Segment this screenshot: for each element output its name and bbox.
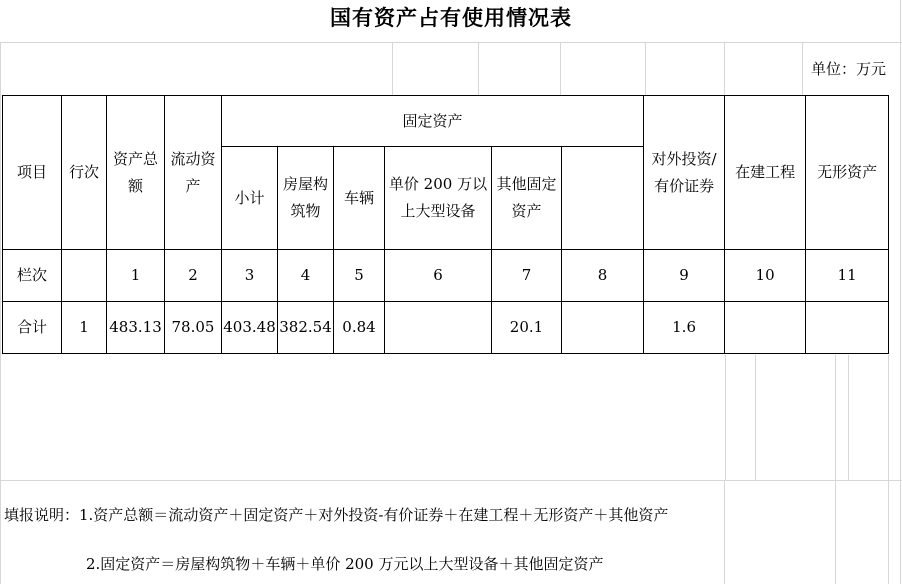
index-cell: 8 <box>562 250 644 302</box>
grid-line <box>835 480 836 584</box>
note-line-1: 填报说明：1.资产总额＝流动资产＋固定资产＋对外投资-有价证券＋在建工程＋无形资产＋其他资产 <box>4 506 669 524</box>
page-title: 国有资产占有使用情况表 <box>330 5 572 30</box>
header-row-no: 行次 <box>62 96 107 250</box>
grid-line <box>724 480 725 584</box>
grid-line <box>848 355 849 480</box>
header-item: 项目 <box>3 96 62 250</box>
header-fixed-assets: 固定资产 <box>222 96 644 147</box>
grid-line <box>392 42 393 95</box>
grid-line <box>645 42 646 95</box>
asset-table <box>2 95 889 354</box>
header-subtotal: 小计 <box>222 147 278 250</box>
header-current-assets: 流动资产 <box>165 96 222 250</box>
header-other-fixed: 其他固定资产 <box>492 147 562 250</box>
grid-line <box>755 355 756 480</box>
index-cell: 6 <box>385 250 492 302</box>
index-cell: 11 <box>806 250 889 302</box>
subtotal-value: 403.48 <box>222 302 278 354</box>
grid-line <box>724 42 725 95</box>
index-cell: 4 <box>278 250 334 302</box>
grid-line <box>478 42 479 95</box>
grid-line <box>0 42 1 584</box>
buildings-value: 382.54 <box>278 302 334 354</box>
index-cell: 3 <box>222 250 278 302</box>
header-vehicles: 车辆 <box>334 147 385 250</box>
grid-line <box>560 42 561 95</box>
grid-line <box>802 42 803 95</box>
grid-line <box>0 42 902 43</box>
index-cell: 2 <box>165 250 222 302</box>
equipment-value <box>385 302 492 354</box>
current-assets-value: 78.05 <box>165 302 222 354</box>
investment-value <box>562 302 644 354</box>
index-cell: 7 <box>492 250 562 302</box>
grid-line <box>888 355 889 584</box>
total-row-label: 合计 <box>3 302 62 354</box>
header-equipment: 单价 200 万以上大型设备 <box>385 147 492 250</box>
header-intangible: 无形资产 <box>806 96 889 250</box>
index-cell: 10 <box>725 250 806 302</box>
unit-label: 单位：万元 <box>810 60 886 78</box>
header-total-assets: 资产总额 <box>107 96 165 250</box>
grid-line <box>725 355 726 480</box>
total-row-no: 1 <box>62 302 107 354</box>
intangible-value <box>725 302 806 354</box>
header-buildings: 房屋构筑物 <box>278 147 334 250</box>
vehicles-value: 0.84 <box>334 302 385 354</box>
index-cell: 9 <box>644 250 725 302</box>
header-investment: 对外投资/有价证券 <box>644 96 725 250</box>
grid-line <box>900 0 901 584</box>
header-construction: 在建工程 <box>725 96 806 250</box>
other-assets-value <box>806 302 889 354</box>
index-cell: 5 <box>334 250 385 302</box>
index-cell <box>62 250 107 302</box>
other-fixed-value: 20.1 <box>492 302 562 354</box>
grid-line <box>0 480 902 481</box>
index-row-label: 栏次 <box>3 250 62 302</box>
construction-value: 1.6 <box>644 302 725 354</box>
note-line-2: 2.固定资产＝房屋构筑物＋车辆＋单价 200 万元以上大型设备＋其他固定资产 <box>86 555 604 573</box>
total-assets-value: 483.13 <box>107 302 165 354</box>
index-cell: 1 <box>107 250 165 302</box>
grid-line <box>835 355 836 480</box>
